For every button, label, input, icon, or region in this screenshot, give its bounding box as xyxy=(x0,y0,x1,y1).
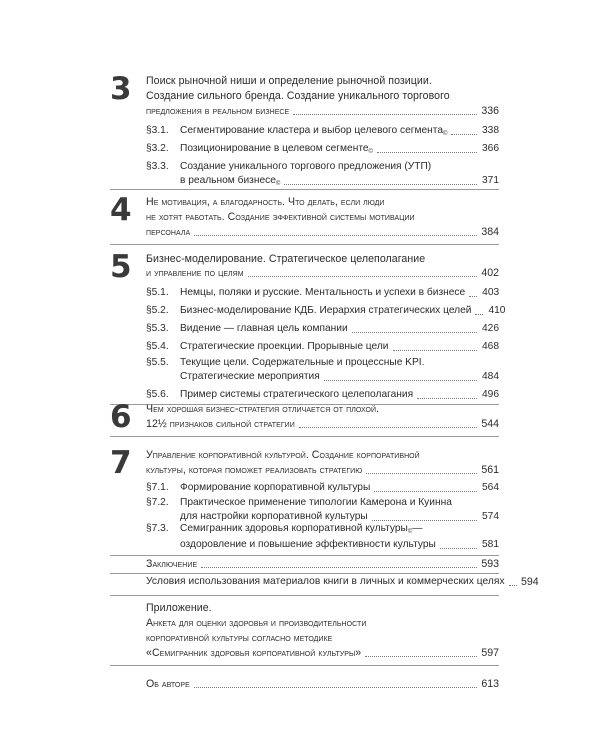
toc-entry[interactable]: в реальном бизнесе $_©$ 371 xyxy=(180,175,499,187)
chapter-title-line[interactable]: и управление по целям 402 xyxy=(146,267,499,279)
section-number: §5.3. xyxy=(146,323,169,334)
conclusion-entry[interactable]: Заключение 593 xyxy=(146,558,499,570)
leader-dots xyxy=(248,276,477,277)
appendix-title-line: корпоративной культуры согласно методике xyxy=(146,632,333,644)
about-author-entry[interactable]: Об авторе 613 xyxy=(146,678,499,690)
section-number: §7.2. xyxy=(146,497,169,508)
toc-entry[interactable]: Сегментирование кластера и выбор целевого сегмента $_©$ 338 xyxy=(180,125,499,137)
toc-entry-line: Создание уникального торгового предложения (УТП) xyxy=(180,161,432,172)
divider xyxy=(110,244,499,245)
chapter-number: 4 xyxy=(110,192,132,228)
page-number: 544 xyxy=(481,418,499,430)
section-number: §5.2. xyxy=(146,305,169,316)
toc-entry[interactable]: Пример системы стратегического целеполагания 496 xyxy=(180,389,499,400)
leader-dots xyxy=(293,114,477,115)
section-number: §3.2. xyxy=(146,143,169,154)
chapter-title-line[interactable]: культуры, которая поможет реализовать стратегию 561 xyxy=(146,464,499,476)
toc-entry[interactable]: Стратегические мероприятия 484 xyxy=(180,371,499,382)
section-number: §5.4. xyxy=(146,341,169,352)
leader-dots xyxy=(366,473,477,474)
section-number: §7.3. xyxy=(146,523,169,534)
appendix-title-line: Приложение. xyxy=(146,602,212,614)
toc-entry-line: Практическое применение типологии Камерона и Куинна xyxy=(180,497,452,508)
appendix-entry[interactable]: «Семигранник здоровья корпоративной культуры» 597 xyxy=(146,647,499,659)
chapter-number: 6 xyxy=(110,399,132,435)
chapter-title-line[interactable]: персонала 384 xyxy=(146,226,499,238)
toc-entry[interactable]: Позиционирование в целевом сегменте $_©$ 366 xyxy=(180,143,499,155)
toc-entry[interactable]: Видение — главная цель компании 426 xyxy=(180,323,499,334)
chapter-title-line: Чем хорошая бизнес-стратегия отличается от плохой. xyxy=(146,403,380,415)
chapter-number: 3 xyxy=(110,71,132,107)
divider xyxy=(110,555,499,556)
page-number: 402 xyxy=(481,267,499,279)
page-number: 336 xyxy=(481,105,499,117)
chapter-title-line: Не мотивация, а благодарность. Что делать, если люди xyxy=(146,196,385,208)
toc-entry[interactable]: Стратегические проекции. Прорывные цели 468 xyxy=(180,341,499,352)
chapter-title-line: Бизнес-моделирование. Стратегическое целеполагание xyxy=(146,253,426,265)
chapter-title-line: Создание сильного бренда. Создание уникального торгового xyxy=(146,90,450,102)
toc-entry[interactable]: Формирование корпоративной культуры 564 xyxy=(180,482,499,493)
chapter-title-line: Поиск рыночной ниши и определение рыночной позиции. xyxy=(146,75,432,87)
leader-dots xyxy=(299,427,477,428)
terms-entry[interactable]: Условия использования материалов книги в личных и коммерческих целях 594 xyxy=(146,576,539,588)
toc-entry[interactable]: Немцы, поляки и русские. Ментальность и успехи в бизнесе 403 xyxy=(180,287,500,298)
section-number: §5.1. xyxy=(146,287,169,298)
toc-entry[interactable]: Бизнес-моделирование КДБ. Иерархия стратегических целей 410 xyxy=(180,305,506,316)
divider xyxy=(110,665,499,666)
section-number: §3.1. xyxy=(146,125,169,136)
appendix-title-line: Анкета для оценки здоровья и производительности xyxy=(146,617,367,629)
chapter-number: 7 xyxy=(110,445,132,481)
chapter-title-line[interactable]: предложения в реальном бизнесе 336 xyxy=(146,105,499,117)
toc-entry-line: Семигранник здоровья корпоративной культуры $_©$ — xyxy=(180,523,423,535)
divider xyxy=(110,595,499,596)
section-number: §3.3. xyxy=(146,161,169,172)
page-number: 561 xyxy=(481,464,499,476)
chapter-title-line: не хотят работать. Создание эффективной системы мотивации xyxy=(146,211,415,223)
toc-entry-line: Текущие цели. Содержательные и процессные KPI. xyxy=(180,357,425,368)
divider xyxy=(110,436,499,437)
chapter-title-line: Управление корпоративной культурой. Создание корпоративной xyxy=(146,449,420,461)
toc-entry[interactable]: для настройки корпоративной культуры 574 xyxy=(180,511,499,522)
divider xyxy=(110,189,499,190)
section-number: §5.5. xyxy=(146,357,169,368)
section-number: §7.1. xyxy=(146,482,169,493)
leader-dots xyxy=(194,235,477,236)
section-number: §5.6. xyxy=(146,389,169,400)
toc-entry[interactable]: оздоровление и повышение эффективности культуры 581 xyxy=(180,539,499,550)
divider xyxy=(110,573,499,574)
chapter-number: 5 xyxy=(110,249,132,285)
chapter-title-line[interactable]: 12½ признаков сильной стратегии 544 xyxy=(146,418,499,430)
page-number: 384 xyxy=(481,226,499,238)
